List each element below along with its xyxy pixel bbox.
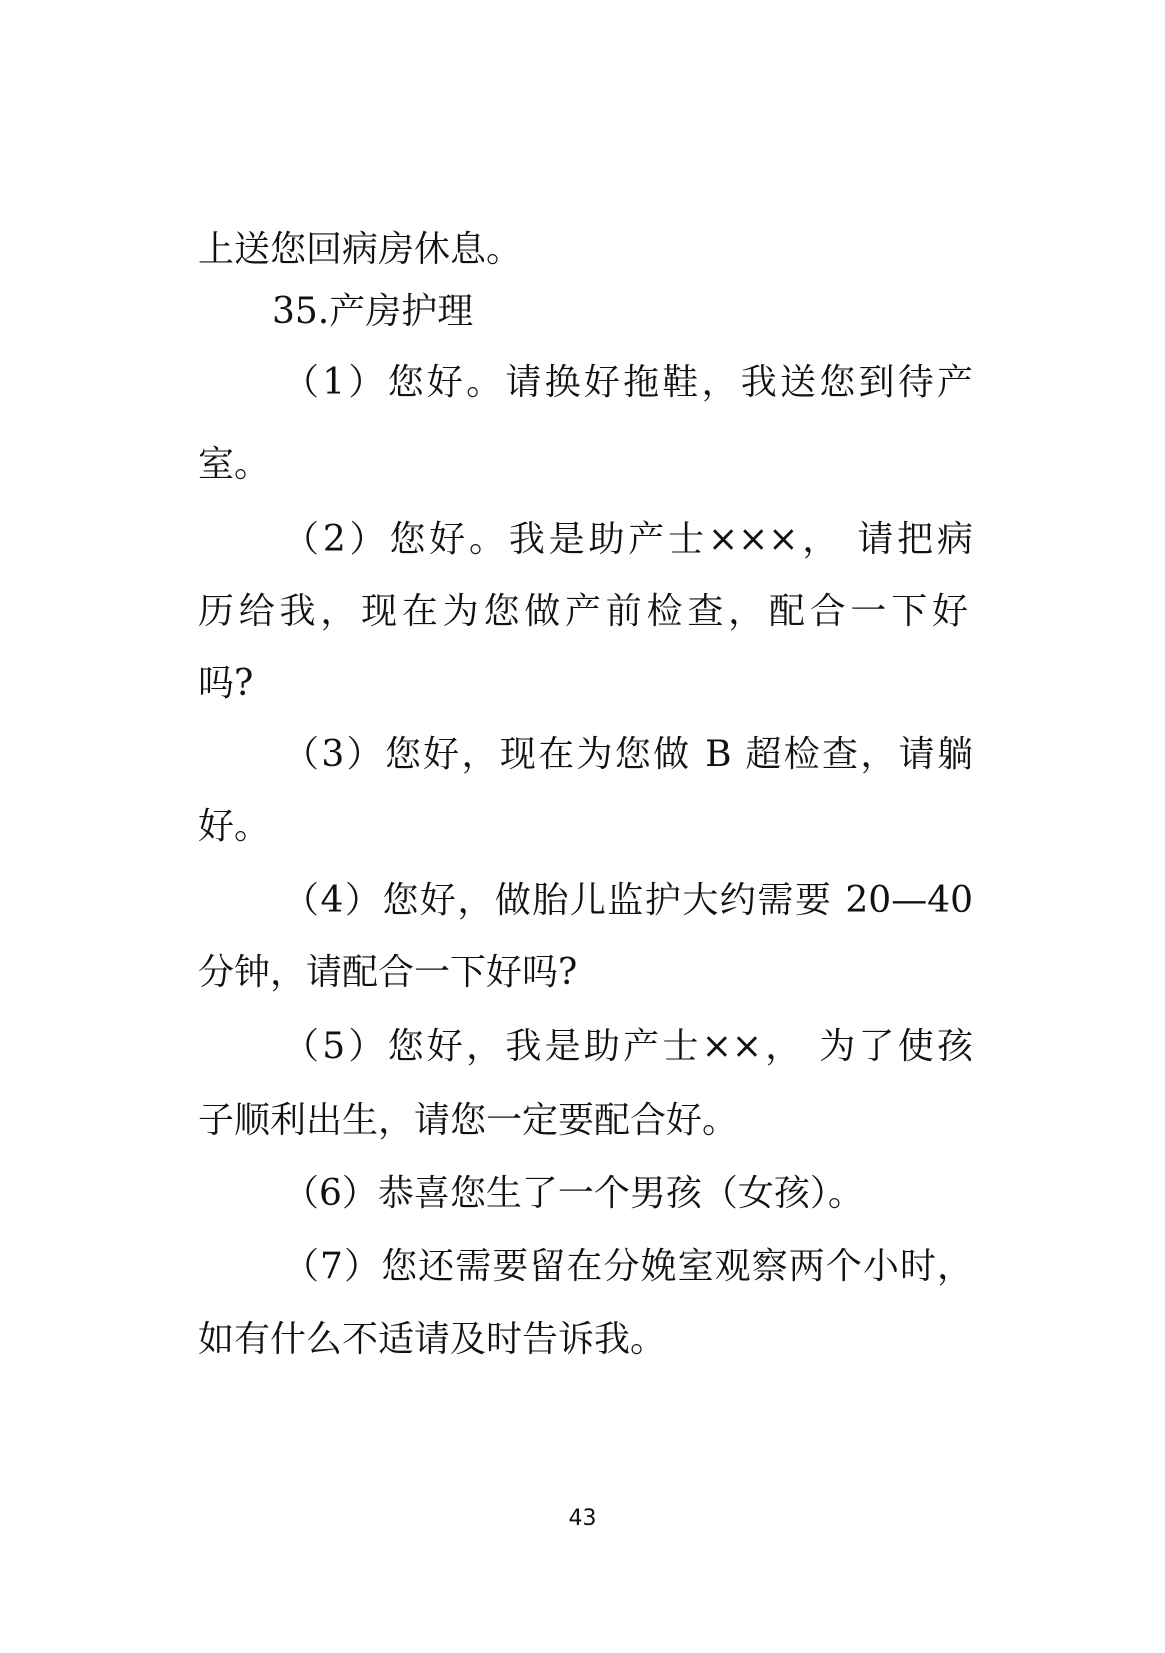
item-4-line-2: 分钟，请配合一下好吗? — [198, 952, 578, 993]
item-3-line-2: 好。 — [198, 806, 271, 847]
section-heading: 35.产房护理 — [272, 291, 474, 332]
item-5-line-2: 子顺利出生，请您一定要配合好。 — [198, 1100, 739, 1141]
item-2-line-2: 历给我，现在为您做产前检查，配合一下好 — [198, 591, 968, 632]
item-1-line-1: （1）您好。请换好拖鞋，我送您到待产 — [283, 362, 973, 403]
page-number: 43 — [568, 1506, 597, 1531]
item-4-line-1: （4）您好，做胎儿监护大约需要 20—40 — [283, 880, 973, 921]
item-3-line-1: （3）您好，现在为您做 B 超检查，请躺 — [283, 734, 973, 775]
item-2-line-1: （2）您好。我是助产士×××， 请把病 — [283, 519, 973, 560]
continuation-line: 上送您回病房休息。 — [198, 229, 523, 270]
item-2-line-3: 吗? — [198, 663, 254, 704]
item-6-line-1: （6）恭喜您生了一个男孩（女孩）。 — [283, 1173, 864, 1214]
item-5-line-1: （5）您好，我是助产士××， 为了使孩 — [283, 1026, 973, 1067]
item-1-line-2: 室。 — [198, 444, 271, 485]
item-7-line-2: 如有什么不适请及时告诉我。 — [198, 1319, 667, 1360]
item-7-line-1: （7）您还需要留在分娩室观察两个小时， — [283, 1246, 973, 1287]
